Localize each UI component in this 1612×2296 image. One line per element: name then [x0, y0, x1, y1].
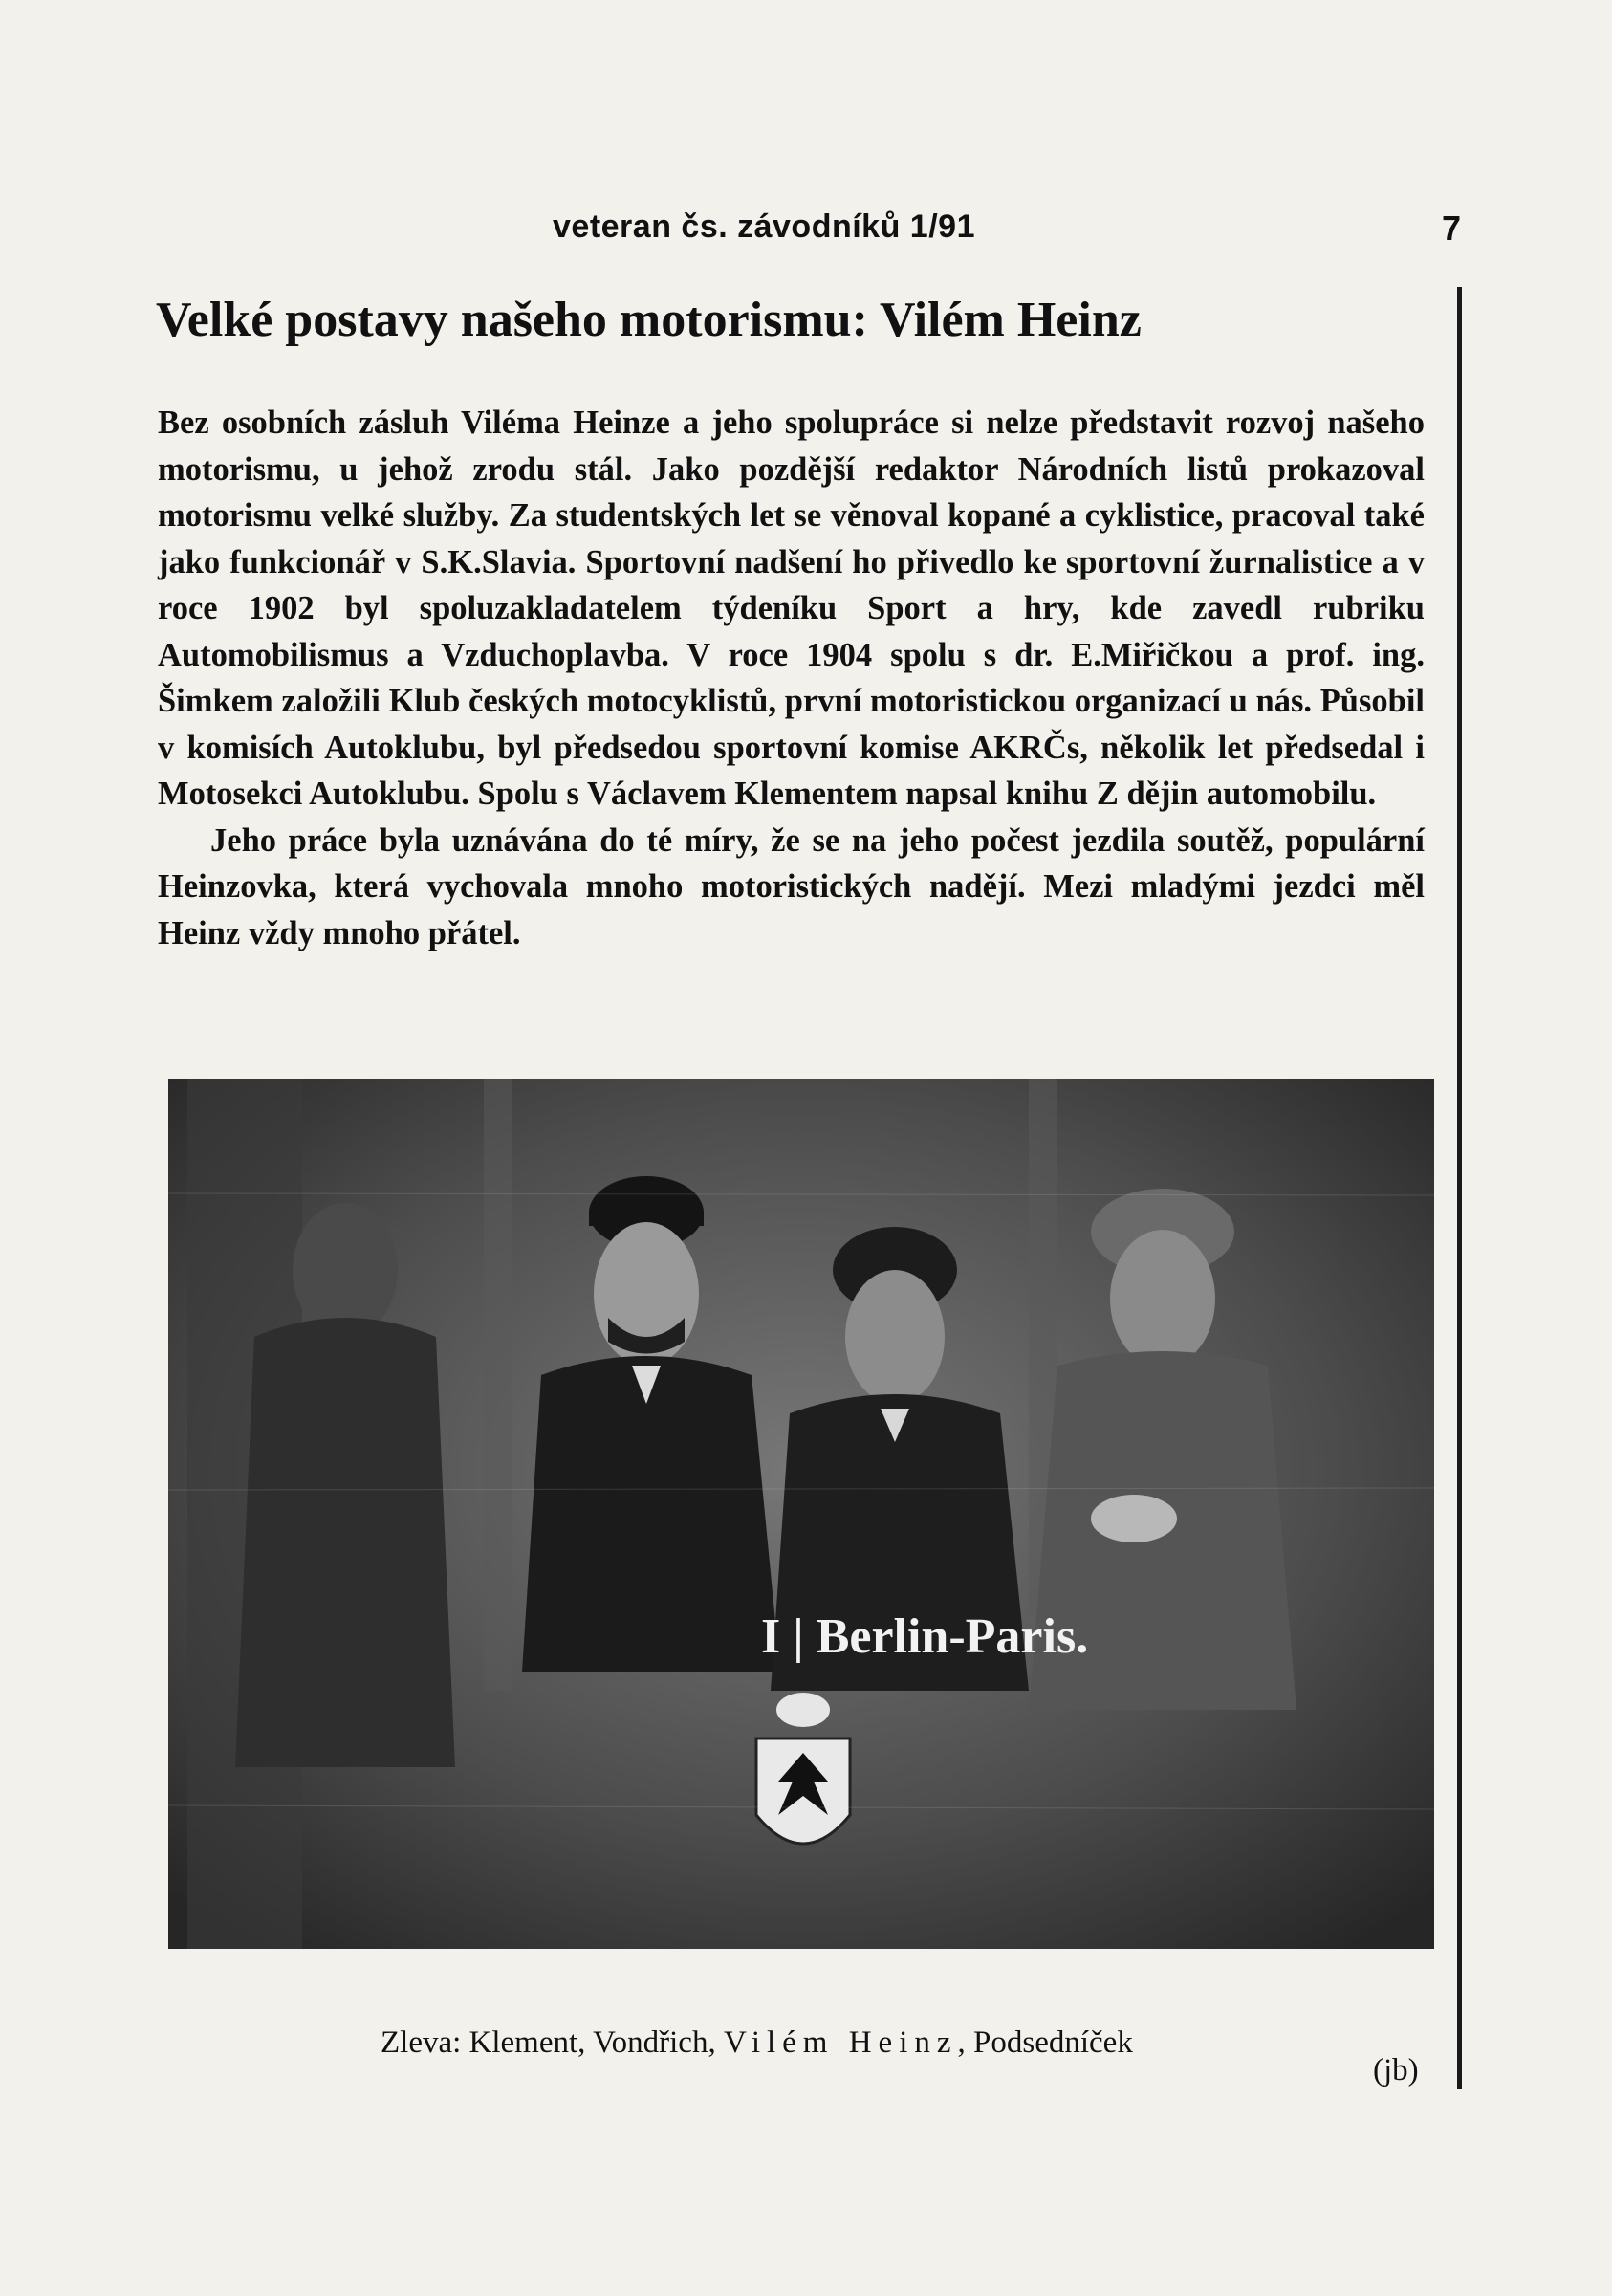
caption-suffix: , Podsedníček — [957, 2025, 1133, 2060]
article-body — [158, 400, 1425, 956]
article-title: Velké postavy našeho motorismu: Vilém Heinz — [156, 293, 1142, 347]
vertical-rule — [1457, 287, 1462, 2089]
running-header: veteran čs. závodníků 1/91 — [553, 208, 975, 245]
historical-photo — [168, 1079, 1434, 1949]
author-initials: (jb) — [1373, 2053, 1419, 2088]
caption-prefix: Zleva: Klement, Vondřich, — [381, 2025, 716, 2060]
paragraph-2: Jeho práce byla uznávána do té míry, že se na jeho počest jezdila soutěž, populární Heinzovka, která vychovala mnoho motoristických nadějí. Mezi mladými jezdci měl Heinz vždy mnoho přátel. — [158, 821, 1425, 951]
photo-sign-text: I | Berlin-Paris. — [761, 1609, 1089, 1664]
paragraph-1: Bez osobních zásluh Viléma Heinze a jeho spolupráce si nelze představit rozvoj našeho motorismu, u jehož zrodu stál. Jako pozdější redaktor Národních listů prokazoval motorismu velké služby. Za studentských let se věnoval kopané a cyklistice, pracoval také jako funkcionář v S.K.Slavia. Sportovní nadšení ho přivedlo ke sportovní žurnalistice a v roce 1902 byl spoluzakladatelem týdeníku Sport a hry, kde zavedl rubriku Automobilismus a Vzduchoplavba. V roce 1904 spolu s dr. E.Miřičkou a prof. ing. Šimkem založili Klub českých motocyklistů, první motoristickou organizací u nás. Působil v komisích Autoklubu, byl předsedou sportovní komise AKRČs, několik let předsedal i Motosekci Autoklubu. Spolu s Václavem Klementem napsal knihu Z dějin automobilu. — [158, 405, 1425, 812]
page-number: 7 — [1442, 208, 1462, 248]
photo-caption — [381, 2025, 1133, 2061]
photo-illustration — [168, 1079, 1434, 1949]
caption-spaced-name: Vilém Heinz — [723, 2025, 958, 2060]
